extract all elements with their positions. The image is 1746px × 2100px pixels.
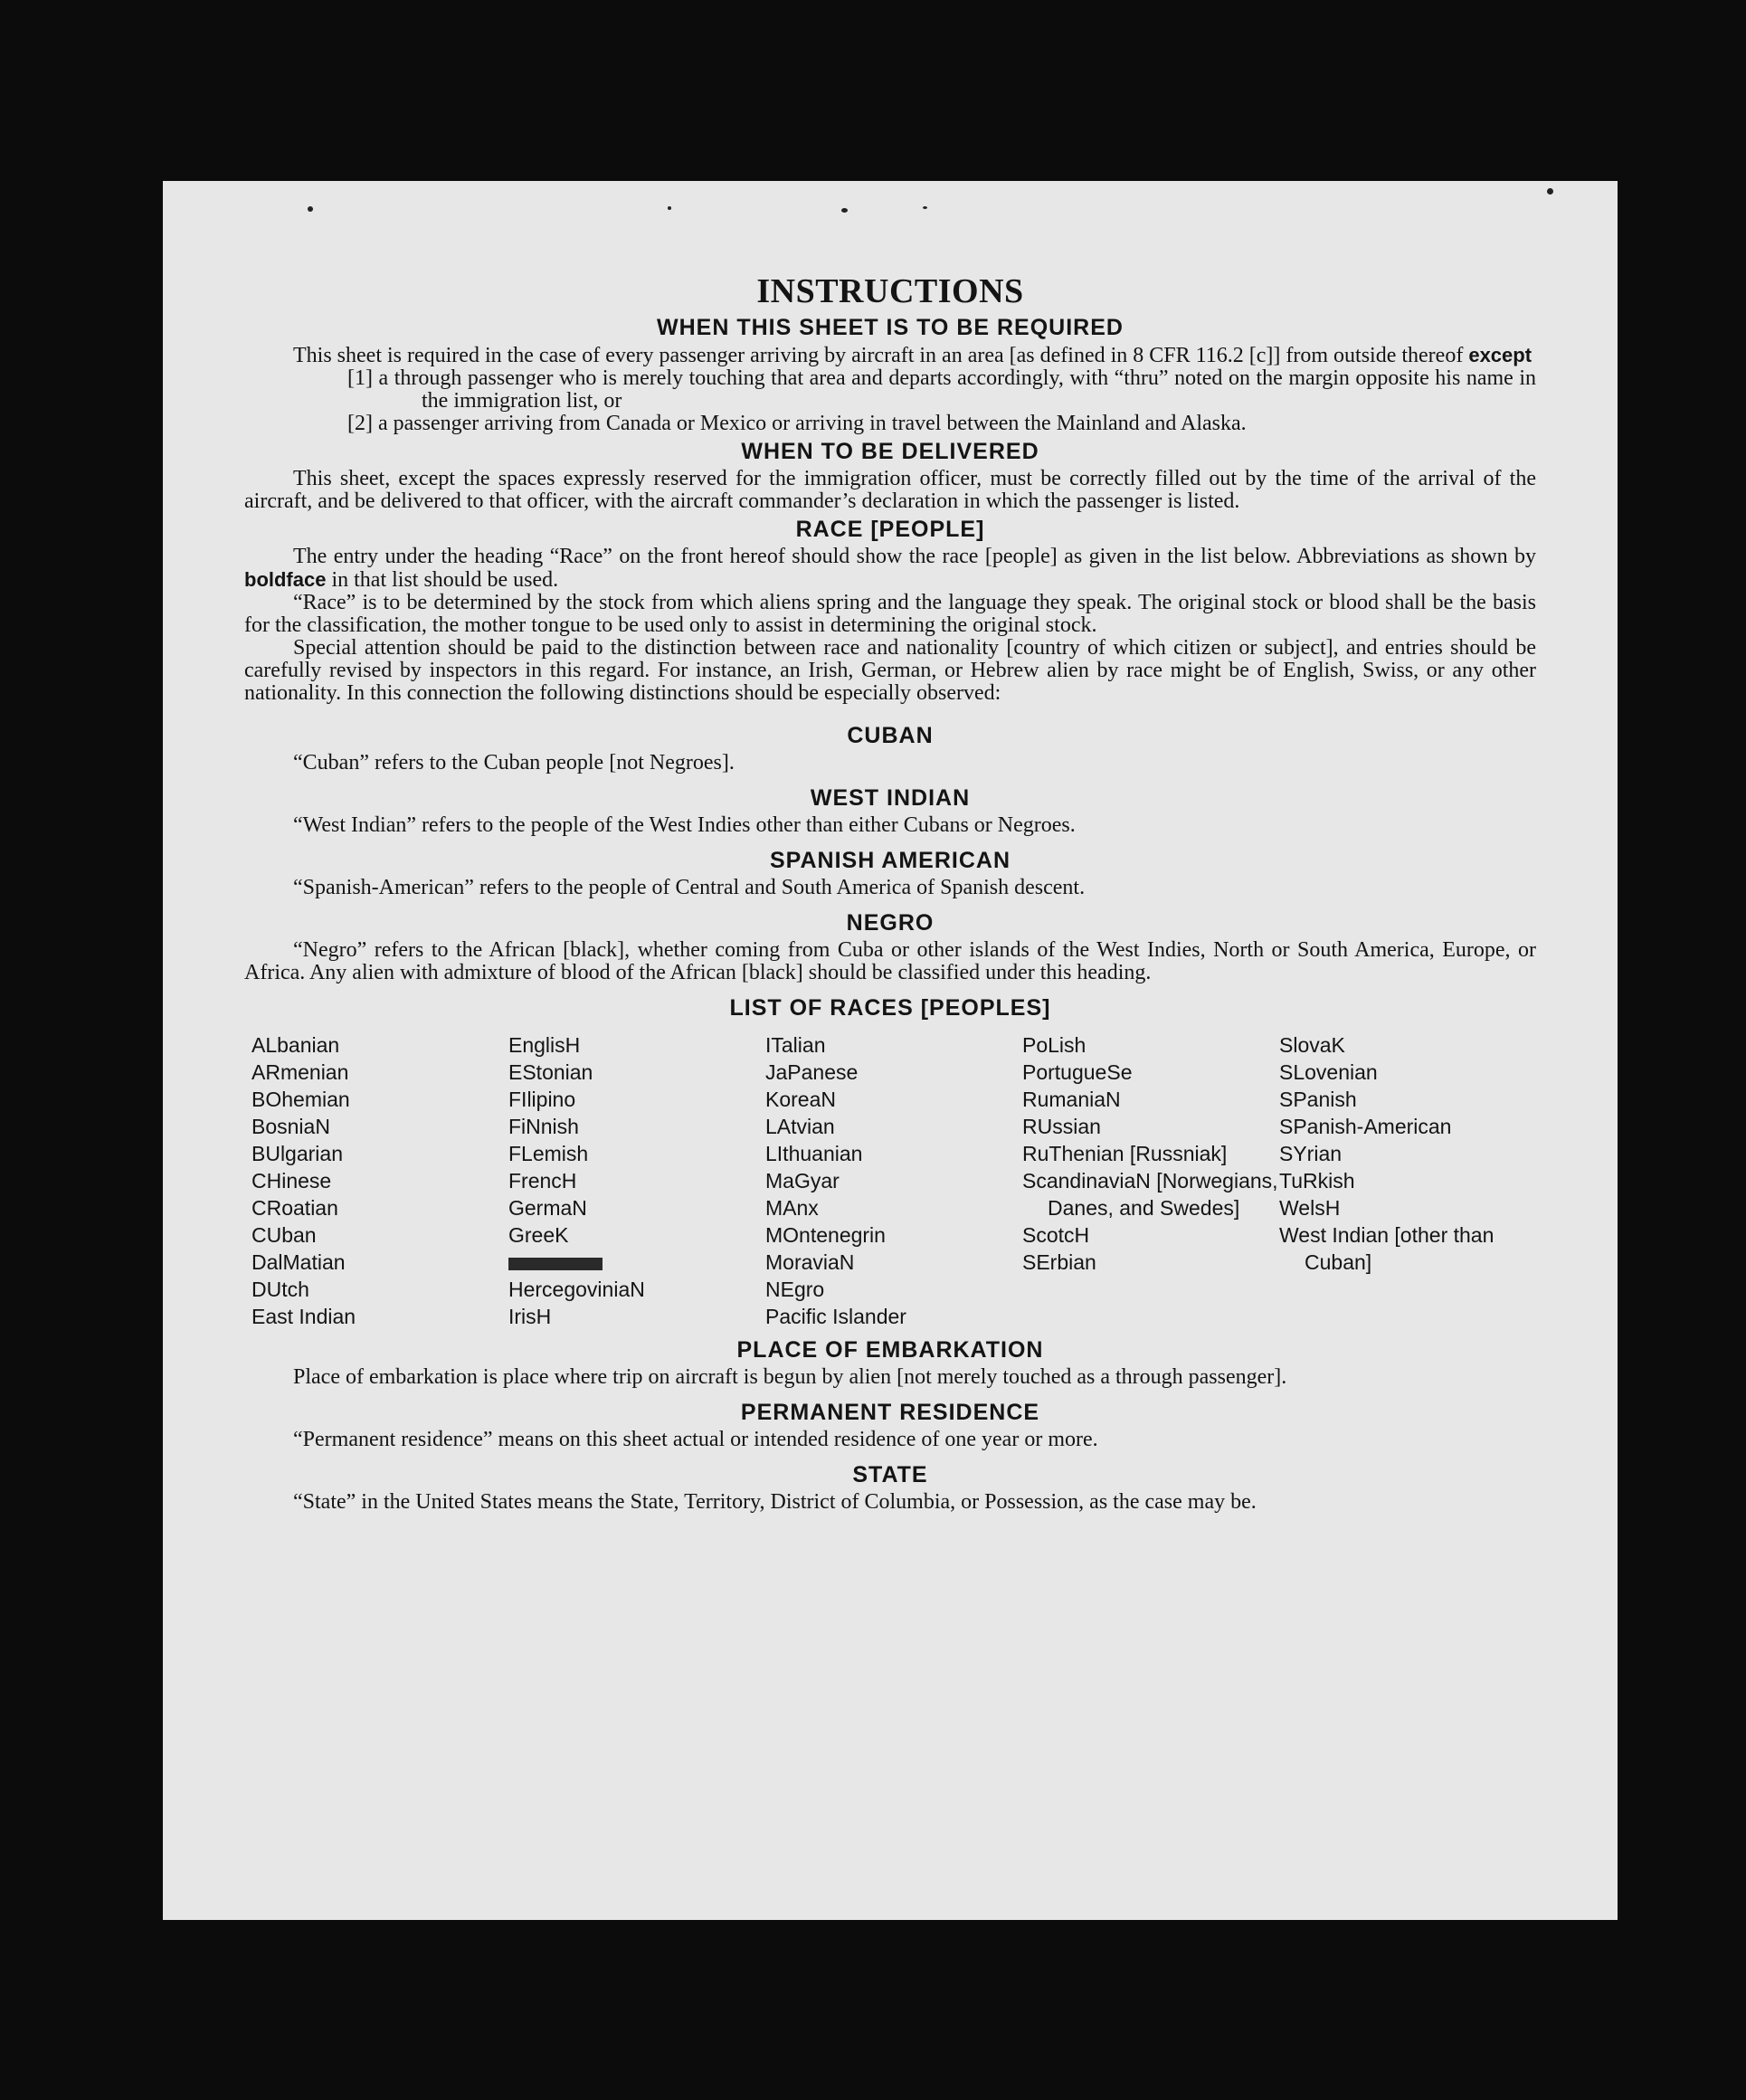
race-item: FLemish (508, 1142, 589, 1165)
race-item: EStonian (508, 1060, 593, 1084)
race-item: BOhemian (251, 1088, 350, 1111)
page-title: INSTRUCTIONS (756, 272, 1024, 310)
race-item: RuThenian [Russniak] (1022, 1142, 1228, 1165)
race-item: FrencH (508, 1169, 577, 1193)
race-item: PoLish (1022, 1033, 1087, 1057)
paragraph-race-2: “Race” is to be determined by the stock from which aliens spring and the language they speak. The original stock or blood shall be the basis for the classification, the mother tongue to be used only to assist in determining the original stock. (244, 591, 1536, 637)
race-item: SlovaK (1279, 1033, 1345, 1057)
speck (841, 208, 848, 213)
race-item: MoraviaN (765, 1250, 855, 1274)
race-item: FIlipino (508, 1088, 576, 1111)
heading-embarkation: PLACE OF EMBARKATION (736, 1337, 1044, 1363)
paragraph-spanish-american: “Spanish-American” refers to the people of Central and South America of Spanish descent. (293, 876, 1086, 899)
race-column-2 (508, 1031, 765, 1330)
paragraph-west-indian: “West Indian” refers to the people of the West Indies other than either Cubans or Negroes. (293, 813, 1076, 837)
race-item: BosniaN (251, 1115, 330, 1138)
speck (668, 206, 671, 210)
redaction-mark (508, 1258, 603, 1270)
paragraph-negro: “Negro” refers to the African [black], whether coming from Cuba or other islands of the West Indies, North or South America, Europe, or Africa. Any alien with admixture of blood of the African [black] should be classified under this heading. (244, 938, 1536, 984)
paragraph-delivered: This sheet, except the spaces expressly reserved for the immigration officer, must be correctly filled out by the time of the arrival of the aircraft, and be delivered to that officer, with the aircraft commander’s declaration in which the passenger is listed. (244, 467, 1536, 513)
race-item: CRoatian (251, 1196, 338, 1220)
heading-negro: NEGRO (846, 910, 935, 936)
race-column-3 (765, 1031, 1022, 1330)
race-item: LIthuanian (765, 1142, 863, 1165)
race-item: FiNnish (508, 1115, 579, 1138)
race-item: GermaN (508, 1196, 587, 1220)
heading-list-of-races: LIST OF RACES [PEOPLES] (729, 995, 1051, 1021)
race-list (251, 1031, 1536, 1330)
race-item: ITalian (765, 1033, 826, 1057)
heading-west-indian: WEST INDIAN (810, 785, 971, 811)
race-item: ScotcH (1022, 1223, 1090, 1247)
race-item: WelsH (1279, 1196, 1341, 1220)
race-item: SErbian (1022, 1250, 1096, 1274)
speck (1547, 188, 1553, 195)
paragraph-race-1 (244, 546, 1536, 592)
race-item: Pacific Islander (765, 1305, 906, 1328)
heading-when-delivered: WHEN TO BE DELIVERED (741, 439, 1039, 464)
race-item: MaGyar (765, 1169, 840, 1193)
race-p1a: The entry under the heading “Race” on the front hereof should show the race [people] as given in the list below. Abbreviations as shown by (293, 545, 1536, 568)
race-column-1 (251, 1031, 508, 1330)
heading-race: RACE [PEOPLE] (795, 517, 985, 542)
race-item: RUssian (1022, 1115, 1101, 1138)
race-item: SPanish (1279, 1088, 1357, 1111)
race-item: ScandinaviaN [Norwegians, Danes, and Swedes] (1022, 1169, 1278, 1220)
race-item: RumaniaN (1022, 1088, 1121, 1111)
race-item: ARmenian (251, 1060, 349, 1084)
intro-bold: except (1468, 344, 1532, 366)
redacted-race-item (508, 1249, 765, 1276)
race-item: IrisH (508, 1305, 552, 1328)
paragraph-race-3: Special attention should be paid to the distinction between race and nationality [country of which citizen or subject], and entries should be carefully revised by inspectors in this regard. For instance, an Irish, German, or Hebrew alien by race might be of English, Swiss, or any other nationality. In this connection the following distinctions should be especially observed: (244, 636, 1536, 705)
paragraph-permanent-residence: “Permanent residence” means on this sheet actual or intended residence of one year or more. (293, 1428, 1098, 1451)
race-item: East Indian (251, 1305, 356, 1328)
exception-item-2: [2] a passenger arriving from Canada or Mexico or arriving in travel between the Mainland and Alaska. (347, 412, 1247, 435)
race-item: TuRkish (1279, 1169, 1355, 1193)
race-item: SPanish-American (1279, 1115, 1452, 1138)
paragraph-required (244, 344, 1536, 367)
race-item: MOntenegrin (765, 1223, 886, 1247)
race-item: DalMatian (251, 1250, 346, 1274)
race-item: SYrian (1279, 1142, 1343, 1165)
heading-permanent-residence: PERMANENT RESIDENCE (740, 1400, 1040, 1425)
race-item: CUban (251, 1223, 317, 1247)
exception-item-1: [1] a through passenger who is merely touching that area and departs accordingly, with “thru” noted on the margin opposite his name in the immigration list, or (347, 366, 1536, 413)
race-item: ALbanian (251, 1033, 340, 1057)
scan-specks (163, 181, 1618, 290)
heading-when-required: WHEN THIS SHEET IS TO BE REQUIRED (657, 315, 1124, 340)
race-item: West Indian [other than Cuban] (1279, 1223, 1495, 1274)
race-p1-boldface: boldface (244, 568, 327, 591)
race-column-4 (1022, 1031, 1279, 1330)
instruction-sheet (163, 181, 1618, 1920)
race-item: EnglisH (508, 1033, 581, 1057)
race-item: GreeK (508, 1223, 569, 1247)
race-item: NEgro (765, 1278, 825, 1301)
paragraph-cuban: “Cuban” refers to the Cuban people [not Negroes]. (293, 751, 735, 774)
race-item: JaPanese (765, 1060, 859, 1084)
speck (923, 206, 927, 209)
paragraph-embarkation: Place of embarkation is place where trip on aircraft is begun by alien [not merely touched as a through passenger]. (293, 1365, 1287, 1389)
race-item: DUtch (251, 1278, 309, 1301)
speck (308, 206, 313, 212)
intro-text: This sheet is required in the case of every passenger arriving by aircraft in an area [as defined in 8 CFR 116.2 [c]] from outside thereof (293, 344, 1464, 367)
race-item: LAtvian (765, 1115, 835, 1138)
heading-cuban: CUBAN (847, 723, 934, 748)
race-item: PortugueSe (1022, 1060, 1133, 1084)
race-item: BUlgarian (251, 1142, 343, 1165)
race-column-5 (1279, 1031, 1536, 1330)
race-item: KoreaN (765, 1088, 836, 1111)
race-item: CHinese (251, 1169, 332, 1193)
race-item: HercegoviniaN (508, 1278, 645, 1301)
heading-state: STATE (852, 1462, 928, 1487)
race-item: MAnx (765, 1196, 819, 1220)
paragraph-state: “State” in the United States means the State, Territory, District of Columbia, or Possession, as the case may be. (293, 1490, 1257, 1514)
race-p1c: in that list should be used. (331, 568, 559, 592)
heading-spanish-american: SPANISH AMERICAN (769, 848, 1011, 873)
race-item: SLovenian (1279, 1060, 1378, 1084)
